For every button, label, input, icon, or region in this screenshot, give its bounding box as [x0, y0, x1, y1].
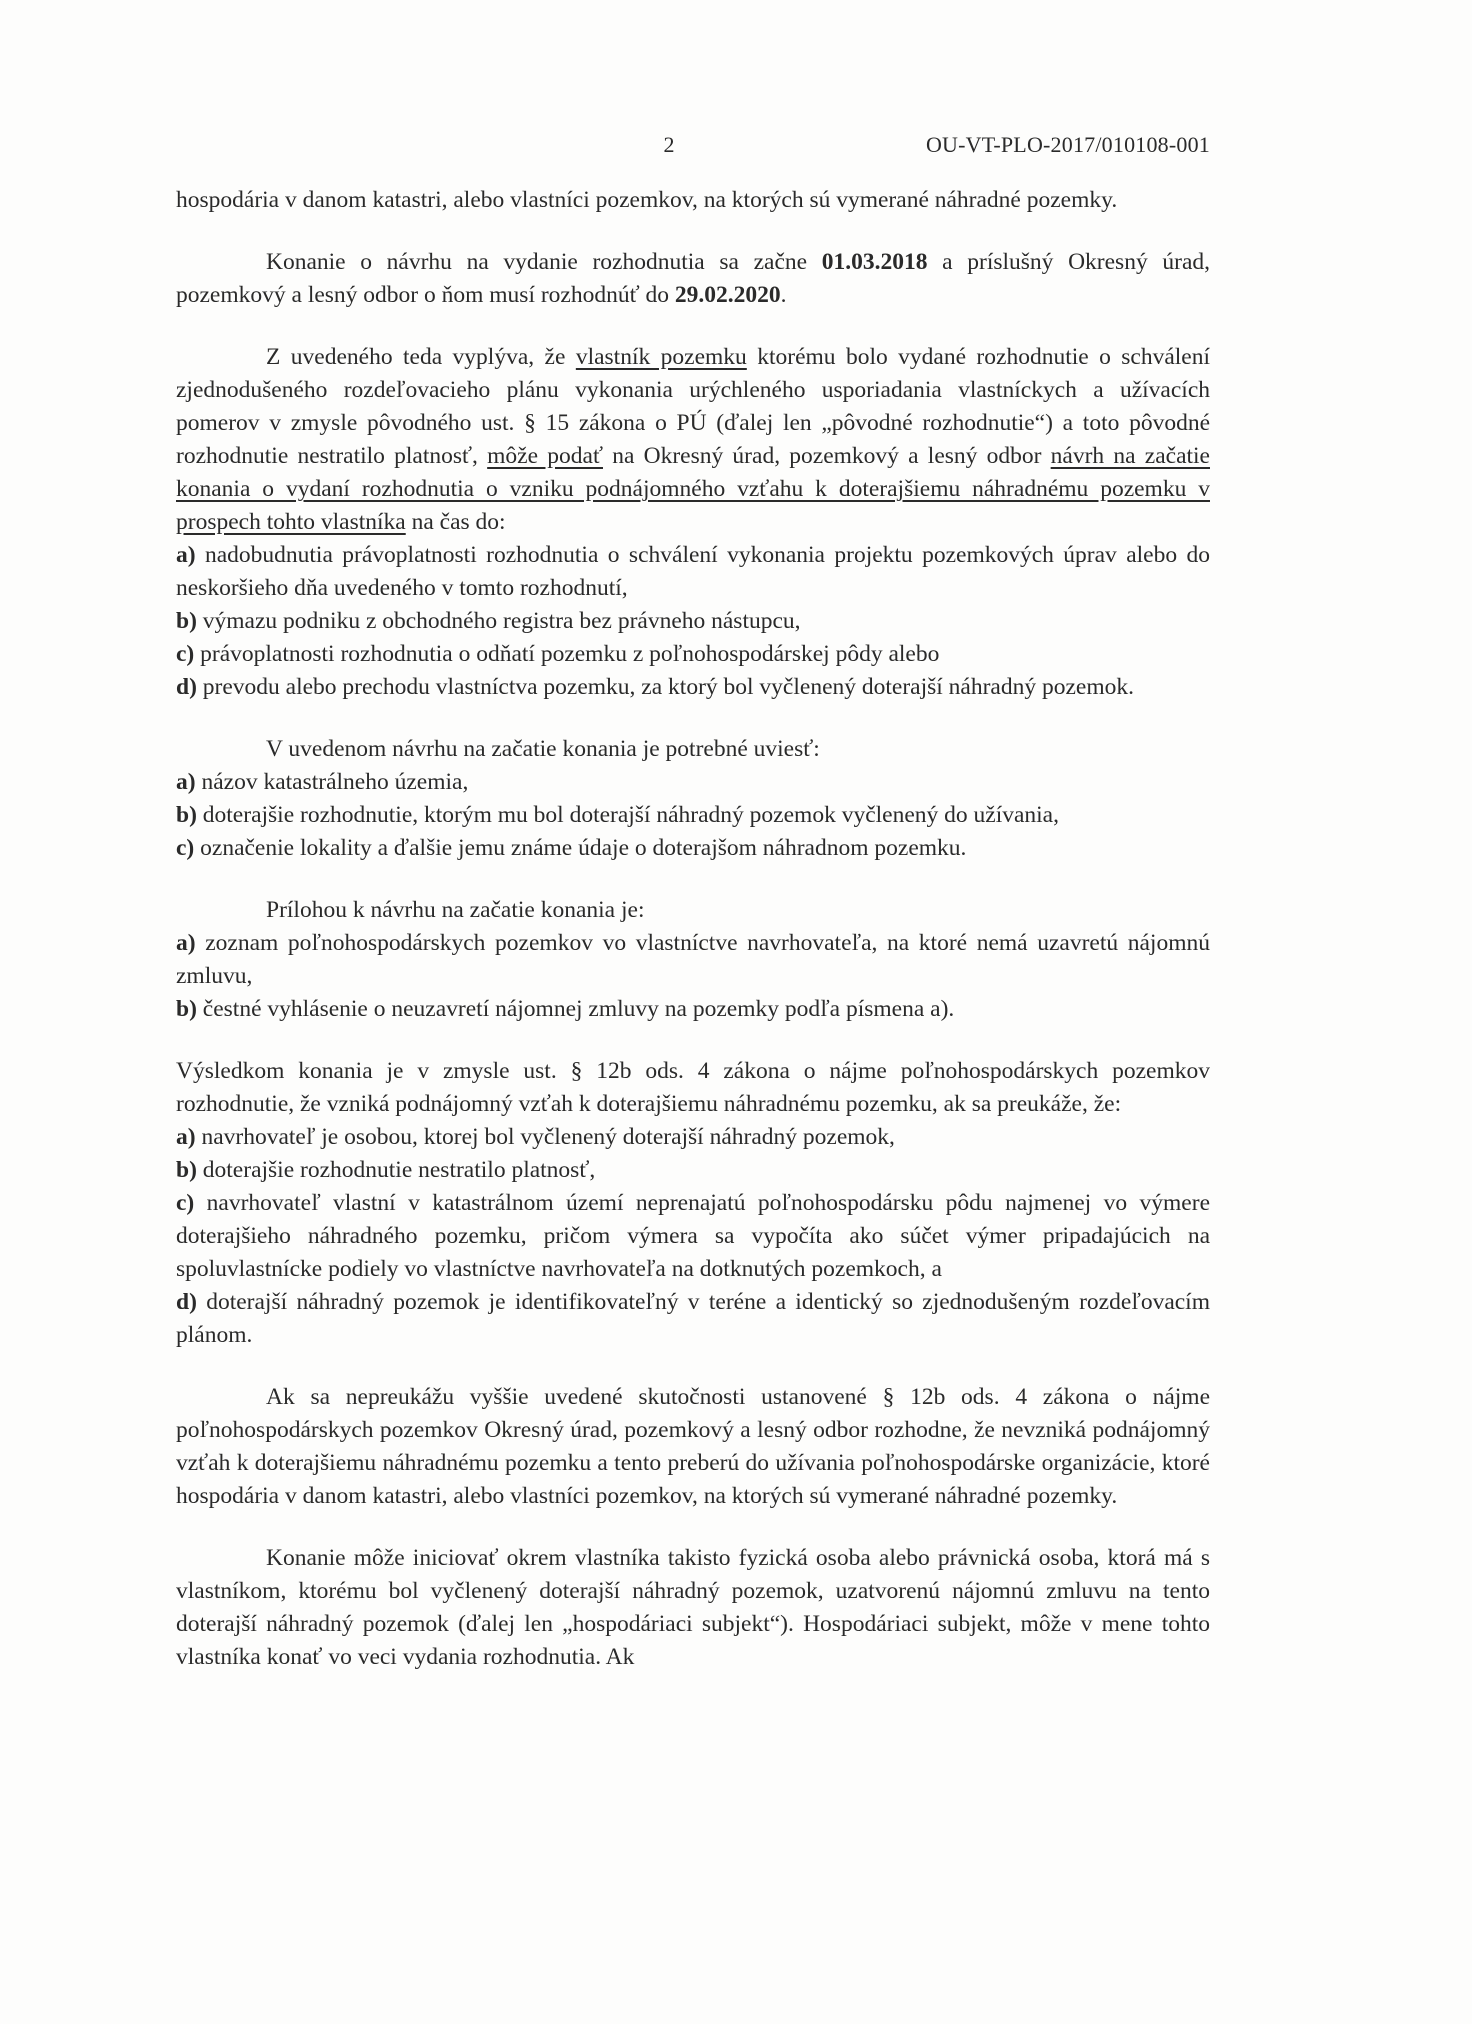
list-marker: d)	[176, 1289, 197, 1315]
document-body	[176, 184, 1210, 1674]
list-item-text: prevodu alebo prechodu vlastníctva pozemku, za ktorý bol vyčlenený doterajší náhradný pozemok.	[196, 674, 1134, 700]
list-item	[176, 766, 1210, 799]
list-item-text: navrhovateľ je osobou, ktorej bol vyčlenený doterajší náhradný pozemok,	[195, 1124, 895, 1150]
paragraph-text: na Okresný úrad, pozemkový a lesný odbor	[602, 443, 1051, 469]
list-item-text: označenie lokality a ďalšie jemu známe údaje o doterajšom náhradnom pozemku.	[194, 835, 967, 861]
list-item	[176, 1121, 1210, 1154]
paragraph-outcome	[176, 1055, 1210, 1352]
list-item-text: doterajší náhradný pozemok je identifikovateľný v teréne a identický so zjednodušeným rozdeľovacím plánom.	[176, 1289, 1210, 1348]
paragraph-intro: V uvedenom návrhu na začatie konania je potrebné uviesť:	[266, 736, 820, 762]
list-item-text: nadobudnutia právoplatnosti rozhodnutia o schválení vykonania projektu pozemkových úprav alebo do neskoršieho dňa uvedeného v tomto rozhodnutí,	[176, 542, 1210, 601]
list-item	[176, 1154, 1210, 1187]
paragraph-text: Konanie môže iniciovať okrem vlastníka takisto fyzická osoba alebo právnická osoba, ktorá má s vlastníkom, ktorému bol vyčlenený doterajší náhradný pozemok, uzatvorenú nájomnú zmluvu na tento doterajší náhradný pozemok (ďalej len „hospodáriaci subjekt“). Hospodáriaci subjekt, môže v mene tohto vlastníka konať vo veci vydania rozhodnutia. Ak	[176, 1545, 1210, 1670]
page-number: 2	[663, 132, 675, 157]
document-reference-number: OU-VT-PLO-2017/010108-001	[925, 132, 1210, 157]
list-item-text: doterajšie rozhodnutie, ktorým mu bol doterajší náhradný pozemok vyčlenený do užívania,	[196, 802, 1059, 828]
page-header	[176, 128, 1210, 162]
paragraph-deadline	[176, 246, 1210, 312]
list-marker: d)	[176, 674, 197, 700]
end-date: 29.02.2020	[674, 282, 781, 308]
list-item-text: čestné vyhlásenie o neuzavretí nájomnej zmluvy na pozemky podľa písmena a).	[196, 996, 955, 1022]
list-item-text: názov katastrálneho územia,	[195, 769, 469, 795]
paragraph-text: Z uvedeného teda vyplýva, že	[266, 344, 576, 370]
list-marker: b)	[176, 1157, 197, 1183]
list-marker: b)	[176, 802, 197, 828]
paragraph-initiation	[176, 1542, 1210, 1674]
list-item-text: navrhovateľ vlastní v katastrálnom území neprenajatú poľnohospodársku pôdu najmenej vo výmere doterajšieho náhradného pozemku, pričom výmera sa vypočíta ako súčet výmer pripadajúcich na spoluvlastnícke podiely vo vlastníctve navrhovateľa na dotknutých pozemkoch, a	[176, 1190, 1210, 1282]
list-marker: a)	[176, 930, 196, 956]
list-item	[176, 539, 1210, 605]
list-item	[176, 671, 1210, 704]
list-item	[176, 605, 1210, 638]
underlined-phrase: môže podať	[487, 443, 603, 469]
list-item	[176, 799, 1210, 832]
list-marker: a)	[176, 769, 196, 795]
list-marker: c)	[176, 835, 195, 861]
list-item	[176, 1187, 1210, 1286]
underlined-phrase: návrh na začatie konania o vydaní rozhodnutia o vzniku podnájomného vzťahu k doterajšiemu náhradnému pozemku v prospech tohto vlastníka	[176, 443, 1210, 535]
paragraph-intro: Prílohou k návrhu na začatie konania je:	[266, 897, 645, 923]
paragraph-negative-outcome	[176, 1381, 1210, 1513]
paragraph-text: .	[780, 282, 787, 308]
paragraph-attachments	[176, 894, 1210, 1026]
list-marker: b)	[176, 608, 197, 634]
list-item-text: zoznam poľnohospodárskych pozemkov vo vlastníctve navrhovateľa, na ktoré nemá uzavretú nájomnú zmluvu,	[176, 930, 1210, 989]
paragraph-owner-rights	[176, 341, 1210, 704]
paragraph-text: ktorému bolo vydané rozhodnutie o schválení zjednodušeného rozdeľovacieho plánu vykonania urýchleného usporiadania vlastníckych a užívacích pomerov v zmysle pôvodného ust. § 15 zákona o PÚ (ďalej len „pôvodné rozhodnutie“) a toto pôvodné rozhodnutie nestratilo platnosť,	[176, 344, 1211, 469]
list-item-text: doterajšie rozhodnutie nestratilo platnosť,	[196, 1157, 596, 1183]
list-item	[176, 832, 1210, 865]
paragraph-text: na čas do:	[405, 509, 506, 535]
list-item-text: právoplatnosti rozhodnutia o odňatí pozemku z poľnohospodárskej pôdy alebo	[194, 641, 940, 667]
paragraph-text: Ak sa nepreukážu vyššie uvedené skutočnosti ustanovené § 12b ods. 4 zákona o nájme poľnohospodárskych pozemkov Okresný úrad, pozemkový a lesný odbor rozhodne, že nevzniká podnájomný vzťah k doterajšiemu náhradnému pozemku a tento preberú do užívania poľnohospodárske organizácie, ktoré hospodária v danom katastri, alebo vlastníci pozemkov, na ktorých sú vymerané náhradné pozemky.	[176, 1384, 1210, 1509]
underlined-phrase: vlastník pozemku	[575, 344, 747, 370]
list-item	[176, 1286, 1210, 1352]
list-item	[176, 927, 1210, 993]
start-date: 01.03.2018	[821, 249, 928, 275]
list-marker: c)	[176, 641, 195, 667]
paragraph-text: a príslušný Okresný úrad, pozemkový a lesný odbor o ňom musí rozhodnúť do	[176, 249, 1210, 308]
paragraph-text: Konanie o návrhu na vydanie rozhodnutia sa začne	[266, 249, 822, 275]
list-marker: a)	[176, 542, 196, 568]
paragraph-text: hospodária v danom katastri, alebo vlastníci pozemkov, na ktorých sú vymerané náhradné pozemky.	[176, 187, 1118, 213]
paragraph-intro: Výsledkom konania je v zmysle ust. § 12b ods. 4 zákona o nájme poľnohospodárskych pozemkov rozhodnutie, že vzniká podnájomný vzťah k doterajšiemu náhradnému pozemku, ak sa preukáže, že:	[176, 1058, 1210, 1117]
list-item	[176, 993, 1210, 1026]
list-marker: b)	[176, 996, 197, 1022]
paragraph-continuation	[176, 184, 1210, 217]
list-item	[176, 638, 1210, 671]
list-item-text: výmazu podniku z obchodného registra bez právneho nástupcu,	[196, 608, 801, 634]
paragraph-required-content	[176, 733, 1210, 865]
list-marker: a)	[176, 1124, 196, 1150]
list-marker: c)	[176, 1190, 195, 1216]
